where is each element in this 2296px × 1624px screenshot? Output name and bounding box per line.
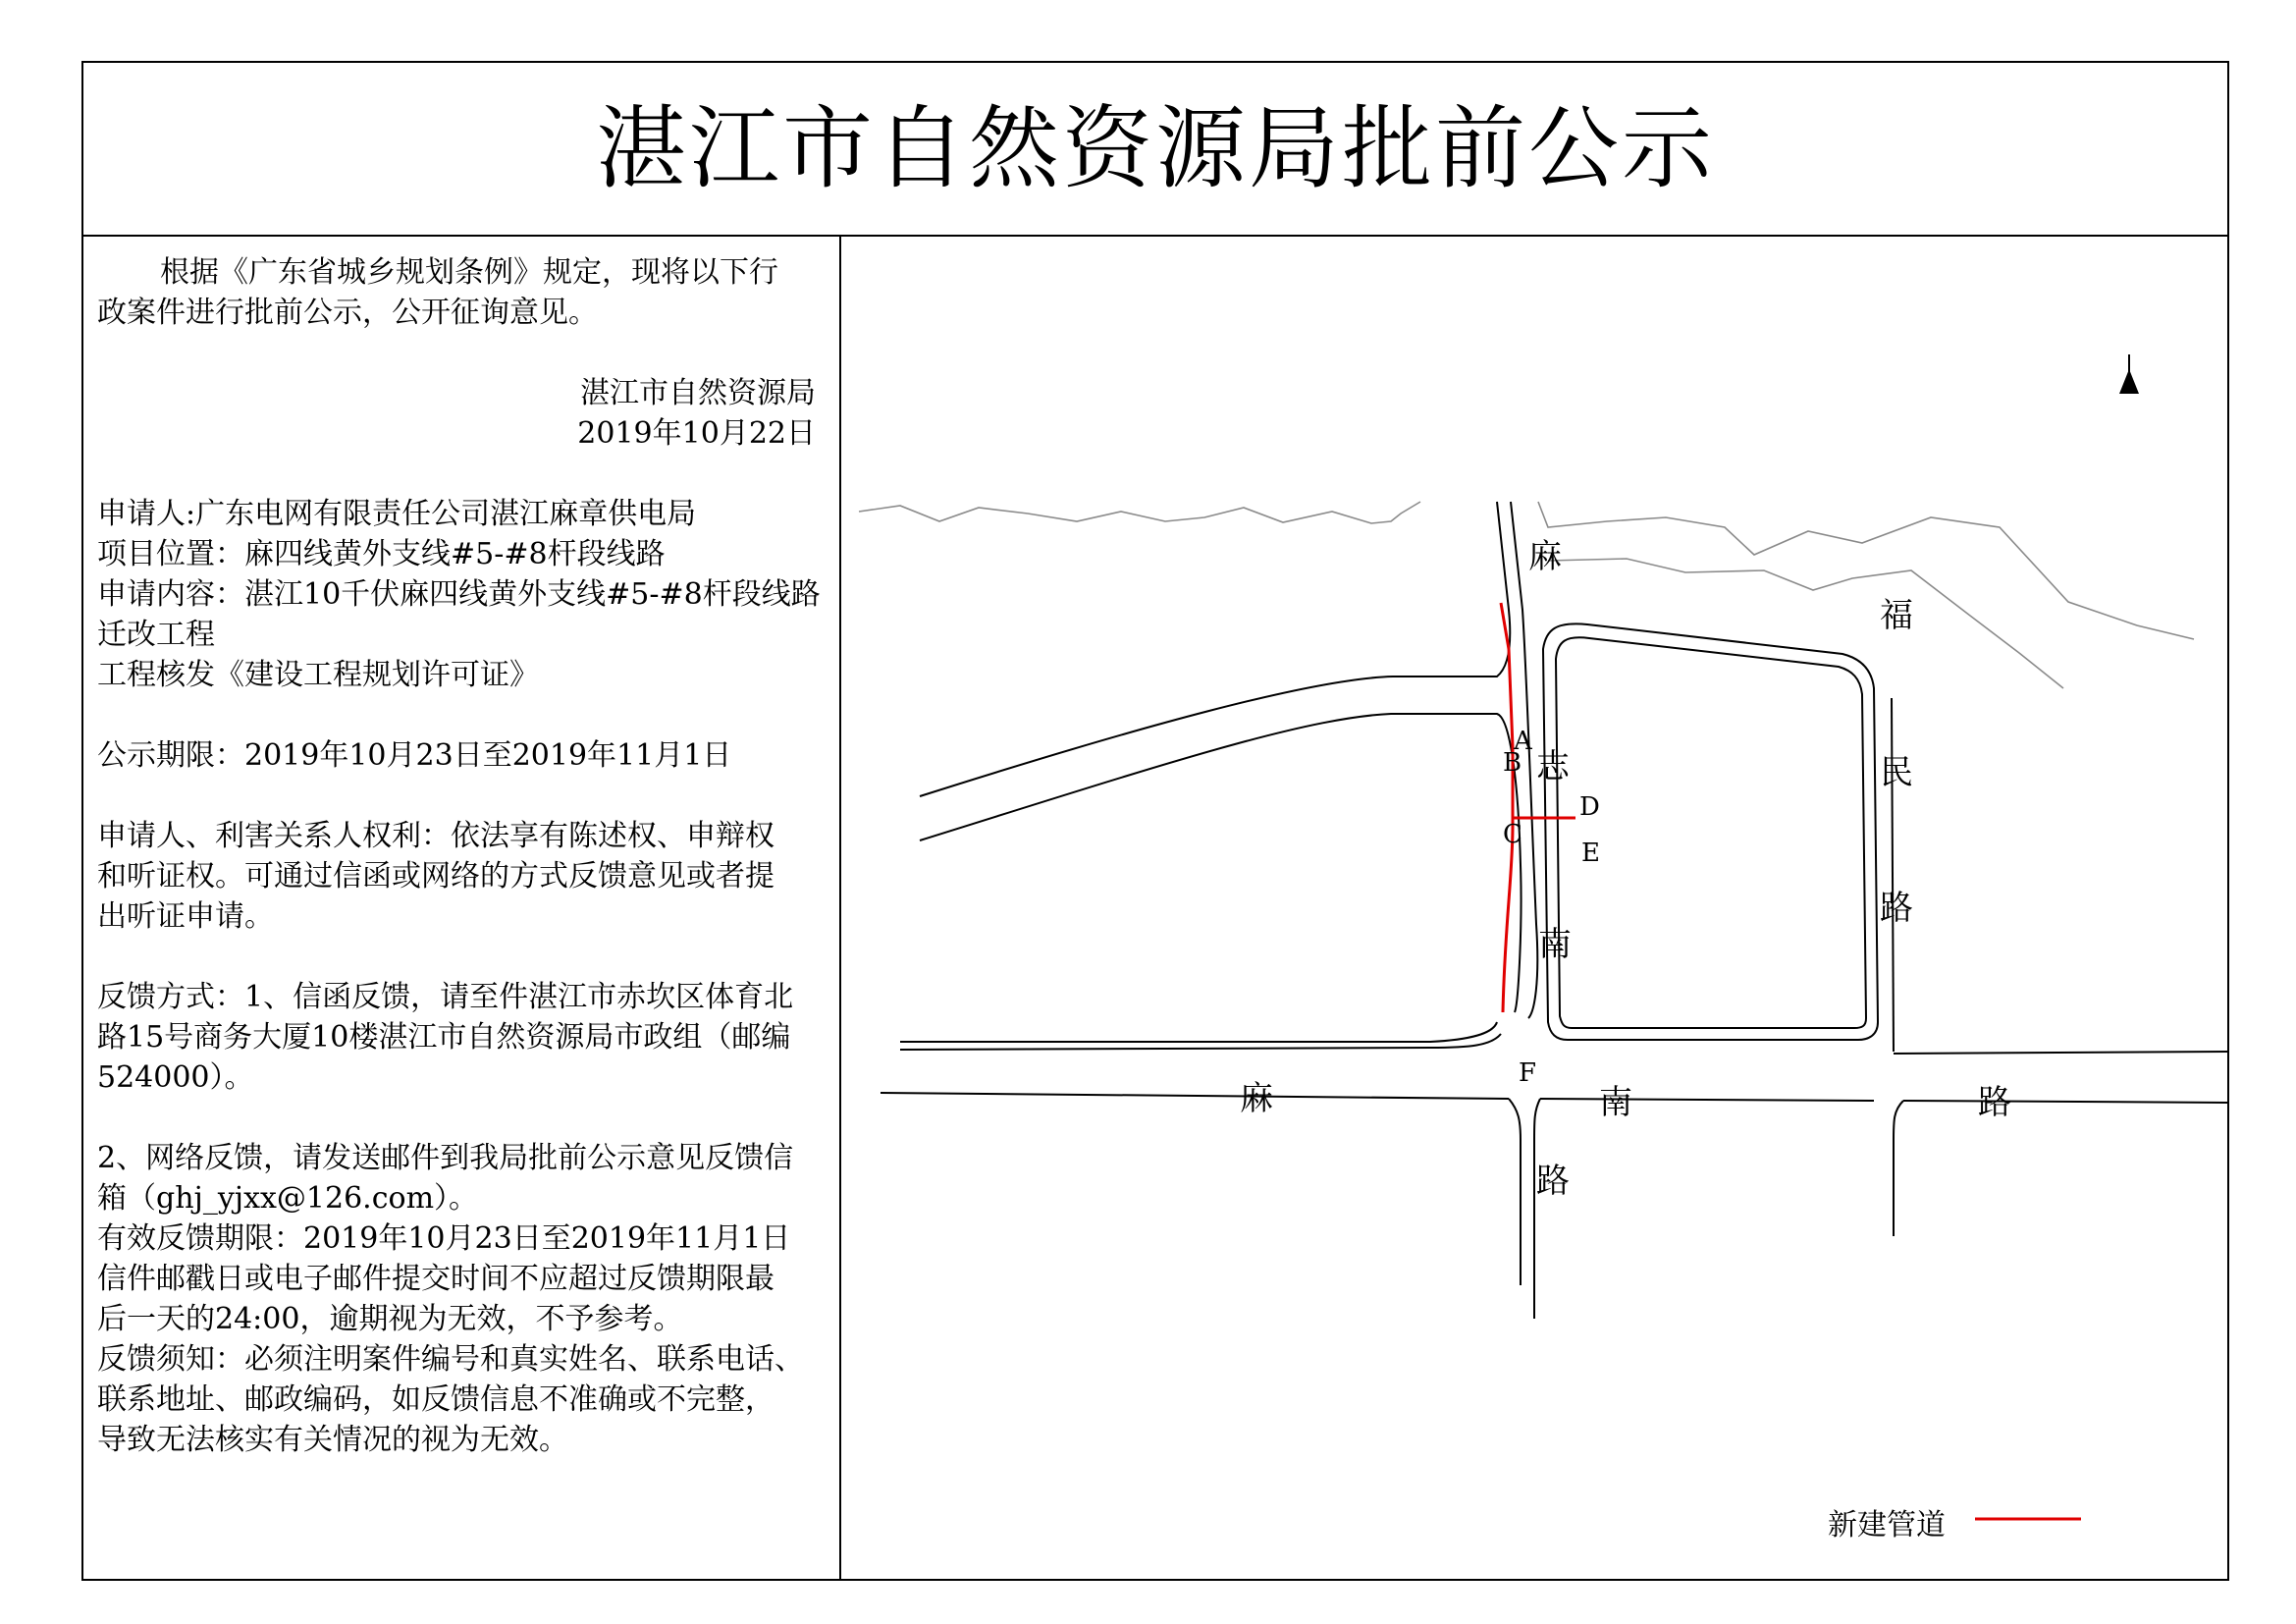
point-label-d: D	[1579, 792, 1600, 822]
point-label-a: A	[1514, 727, 1532, 756]
terrain-line-inner	[1548, 559, 2063, 688]
terrain-line-east	[1538, 502, 2194, 639]
notice-frame	[81, 61, 2229, 1581]
loop-road-inner	[1556, 637, 1866, 1028]
feedback-line-3: 524000）。	[97, 1060, 254, 1095]
point-label-e: E	[1581, 839, 1600, 868]
funmin-road-edge	[1892, 698, 1894, 1052]
publicity-period: 公示期限：2019年10月23日至2019年11月1日	[97, 738, 732, 773]
loop-road-outer	[1543, 623, 1878, 1040]
north-arrow-icon	[2119, 354, 2139, 394]
feedback-line-2: 路15号商务大厦10楼湛江市自然资源局市政组（邮编	[97, 1020, 791, 1055]
manan-road-south-edge	[881, 1093, 1509, 1099]
application-content-2: 迁改工程	[97, 618, 215, 652]
south-road-east-edge	[1534, 1099, 1540, 1319]
road-label-funmin-1: 福	[1880, 596, 1913, 635]
intro-line-2: 政案件进行批前公示，公开征询意见。	[97, 296, 598, 330]
road-label-manan-1: 麻	[1240, 1079, 1273, 1118]
road-label-mazhinan-3: 南	[1538, 925, 1572, 964]
new-pipeline	[1501, 603, 1513, 1012]
issuer: 湛江市自然资源局	[580, 376, 816, 410]
notes-line-2: 联系地址、邮政编码，如反馈信息不准确或不完整，	[97, 1382, 774, 1417]
intro-line-1: 根据《广东省城乡规划条例》规定，现将以下行	[160, 255, 778, 290]
mazhinan-road-west-edge	[920, 502, 1510, 796]
road-label-funmin-2: 民	[1880, 753, 1913, 792]
valid-feedback-period: 有效反馈期限：2019年10月23日至2019年11月1日	[97, 1221, 791, 1256]
online-feedback-2: 箱（ghj_yjxx@126.com）。	[97, 1181, 479, 1216]
site-map	[841, 237, 2229, 1579]
application-content-1: 申请内容：湛江10千伏麻四线黄外支线#5-#8杆段线路	[97, 577, 821, 612]
road-label-manan-3: 路	[1978, 1083, 2011, 1122]
permit-issued: 工程核发《建设工程规划许可证》	[97, 658, 539, 692]
deadline-line-2: 后一天的24:00，逾期视为无效，不予参考。	[97, 1302, 683, 1336]
manan-road-north-edge	[900, 1022, 1497, 1042]
feedback-line-1: 反馈方式：1、信函反馈，请至件湛江市赤坎区体育北	[97, 980, 794, 1014]
notice-text	[97, 252, 843, 1460]
manan-road-south-middle	[1540, 1099, 1874, 1101]
terrain-line-north	[859, 502, 1420, 523]
west-branch-road	[920, 714, 1522, 1012]
applicant: 申请人:广东电网有限责任公司湛江麻章供电局	[97, 497, 697, 531]
point-label-c: C	[1503, 820, 1522, 849]
rights-line-2: 和听证权。可通过信函或网络的方式反馈意见或者提	[97, 859, 774, 893]
notes-line-1: 反馈须知：必须注明案件编号和真实姓名、联系电话、	[97, 1342, 804, 1377]
rights-line-3: 出听证申请。	[97, 899, 274, 934]
manan-road-south-east	[1903, 1101, 2229, 1103]
map-panel	[841, 237, 2227, 1579]
southeast-road-edge	[1894, 1101, 1903, 1236]
road-label-funmin-3: 路	[1880, 889, 1913, 928]
project-location: 项目位置：麻四线黄外支线#5-#8杆段线路	[97, 537, 666, 571]
point-label-f: F	[1519, 1058, 1537, 1088]
road-label-mazhinan-2: 志	[1536, 747, 1570, 786]
manan-road-north-east	[1894, 1052, 2229, 1054]
issue-date: 2019年10月22日	[577, 416, 816, 451]
point-label-b: B	[1503, 748, 1522, 778]
south-road-west-edge	[1509, 1099, 1521, 1285]
title-row	[83, 63, 2227, 237]
page-title: 湛江市自然资源局批前公示	[595, 95, 1715, 201]
road-label-mazhinan-1: 麻	[1528, 537, 1562, 576]
notes-line-3: 导致无法核实有关情况的视为无效。	[97, 1423, 568, 1457]
deadline-line-1: 信件邮戳日或电子邮件提交时间不应超过反馈期限最	[97, 1262, 774, 1296]
notice-column	[83, 237, 841, 1579]
road-label-manan-2: 南	[1599, 1083, 1632, 1122]
online-feedback-1: 2、网络反馈，请发送邮件到我局批前公示意见反馈信	[97, 1141, 794, 1175]
legend-label: 新建管道	[1828, 1508, 1946, 1543]
rights-line-1: 申请人、利害关系人权利：依法享有陈述权、申辩权	[97, 819, 774, 853]
road-label-south-1: 路	[1536, 1162, 1570, 1201]
